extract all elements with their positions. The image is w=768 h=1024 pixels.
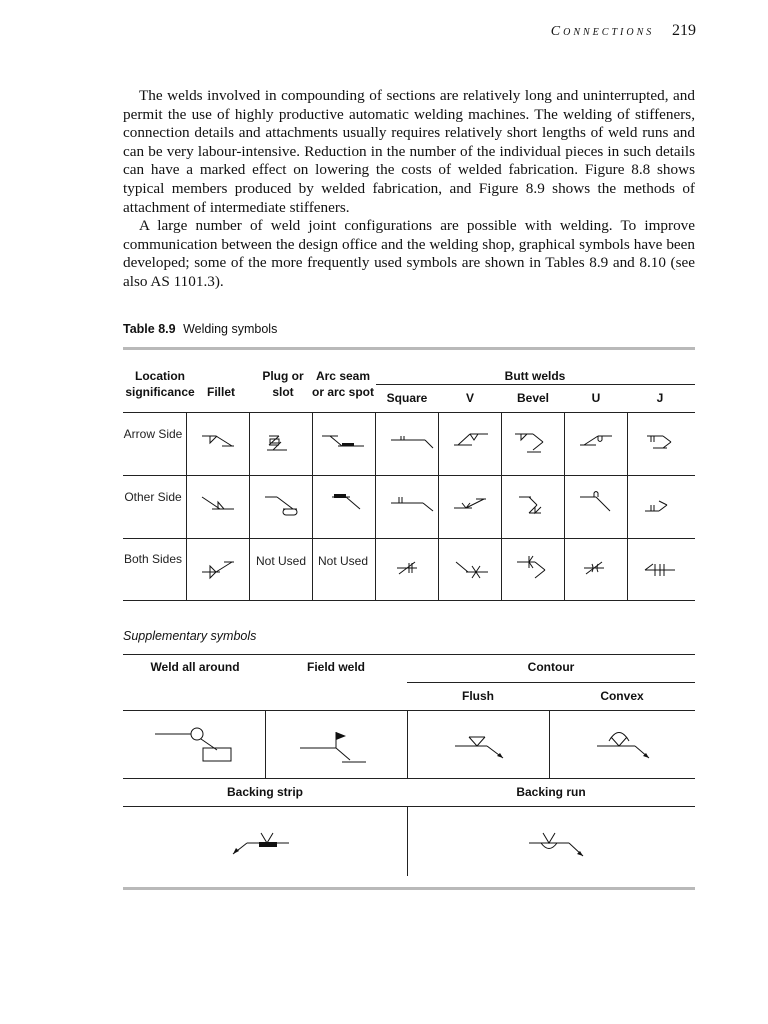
square-both-sides-symbol (375, 538, 438, 601)
supp-top-rule (123, 654, 695, 655)
table-bottom-thick-rule (123, 887, 695, 890)
fillet-other-side-symbol (186, 475, 249, 538)
flush-header: Flush (462, 689, 494, 703)
fillet-both-sides-symbol (186, 538, 249, 601)
arcseam-other-side-symbol (312, 475, 375, 538)
contour-header: Contour (527, 660, 575, 674)
row-label-both-sides: Both Sides (123, 552, 183, 566)
j-both-sides-symbol (627, 538, 690, 601)
paragraph-1: The welds involved in compounding of sections are relatively long and uninterrupted, and permit the use of highly productive automatic welding machines. The welding of stiffeners, connection details and attachments usually requires relatively short lengths of weld runs and can be very labour-intensive. Reduction in the number of the individual pieces in such details can have a marked effect on lowering the costs of welded fabrication. Figure 8.8 shows typical members produced by welded fabrication, and Figure 8.9 shows the methods of attachment of intermediate stiffeners. (123, 87, 695, 216)
running-header (551, 22, 696, 40)
table-top-rule (123, 347, 695, 350)
j-other-side-symbol (627, 475, 690, 538)
u-other-side-symbol (564, 475, 627, 538)
table-caption (123, 322, 277, 336)
field-weld-symbol (266, 710, 407, 778)
supp-row1-bottom-rule (123, 778, 695, 779)
col-location-header: Location significance (125, 369, 195, 399)
col-u-header: U (591, 391, 601, 405)
supplementary-caption: Supplementary symbols (123, 629, 257, 643)
backing-run-symbol (407, 806, 695, 876)
convex-header: Convex (600, 689, 644, 703)
v-both-sides-symbol (438, 538, 501, 601)
row-label-arrow-side: Arrow Side (123, 427, 183, 441)
running-title: Connections (550, 24, 655, 39)
arcseam-arrow-side-symbol (312, 412, 375, 475)
col-bevel-header: Bevel (516, 391, 550, 405)
bevel-arrow-side-symbol (501, 412, 564, 475)
col-fillet-header: Fillet (206, 385, 235, 399)
plug-arrow-side-symbol (249, 412, 312, 475)
weld-all-around-header: Weld all around (150, 660, 240, 674)
u-arrow-side-symbol (564, 412, 627, 475)
j-arrow-side-symbol (627, 412, 690, 475)
fillet-arrow-side-symbol (186, 412, 249, 475)
flush-contour-symbol (407, 710, 549, 778)
v-other-side-symbol (438, 475, 501, 538)
convex-contour-symbol (549, 710, 695, 778)
plug-other-side-symbol (249, 475, 312, 538)
col-v-header: V (465, 391, 474, 405)
body-text (123, 87, 695, 292)
arcseam-not-used: Not Used (317, 554, 369, 568)
paragraph-2: A large number of weld joint configurations are possible with welding. To improve communication between the design office and the welding shop, graphical symbols have been developed; some of the more frequently used symbols are shown in Tables 8.9 and 8.10 (see also AS 1101.3). (123, 217, 695, 290)
col-arcseam-header: Arc seam or arc spot (311, 369, 374, 399)
col-butt-header: Butt welds (504, 369, 566, 383)
plug-not-used: Not Used (255, 554, 307, 568)
square-other-side-symbol (375, 475, 438, 538)
field-weld-header: Field weld (306, 660, 365, 674)
backing-run-header: Backing run (516, 785, 586, 799)
v-arrow-side-symbol (438, 412, 501, 475)
col-square-header: Square (386, 391, 428, 405)
col-j-header: J (656, 391, 664, 405)
bevel-other-side-symbol (501, 475, 564, 538)
table-title: Welding symbols (183, 322, 278, 336)
backing-strip-header: Backing strip (226, 785, 304, 799)
weld-all-around-symbol (123, 710, 265, 778)
table-number: Table 8.9 (123, 322, 176, 336)
backing-strip-symbol (123, 806, 407, 876)
contour-sub-rule (407, 682, 695, 683)
bevel-both-sides-symbol (501, 538, 564, 601)
u-both-sides-symbol (564, 538, 627, 601)
col-plug-header: Plug or slot (262, 369, 304, 399)
row-label-other-side: Other Side (124, 490, 182, 504)
page-number: 219 (672, 22, 696, 39)
square-arrow-side-symbol (375, 412, 438, 475)
butt-header-rule (376, 384, 695, 385)
